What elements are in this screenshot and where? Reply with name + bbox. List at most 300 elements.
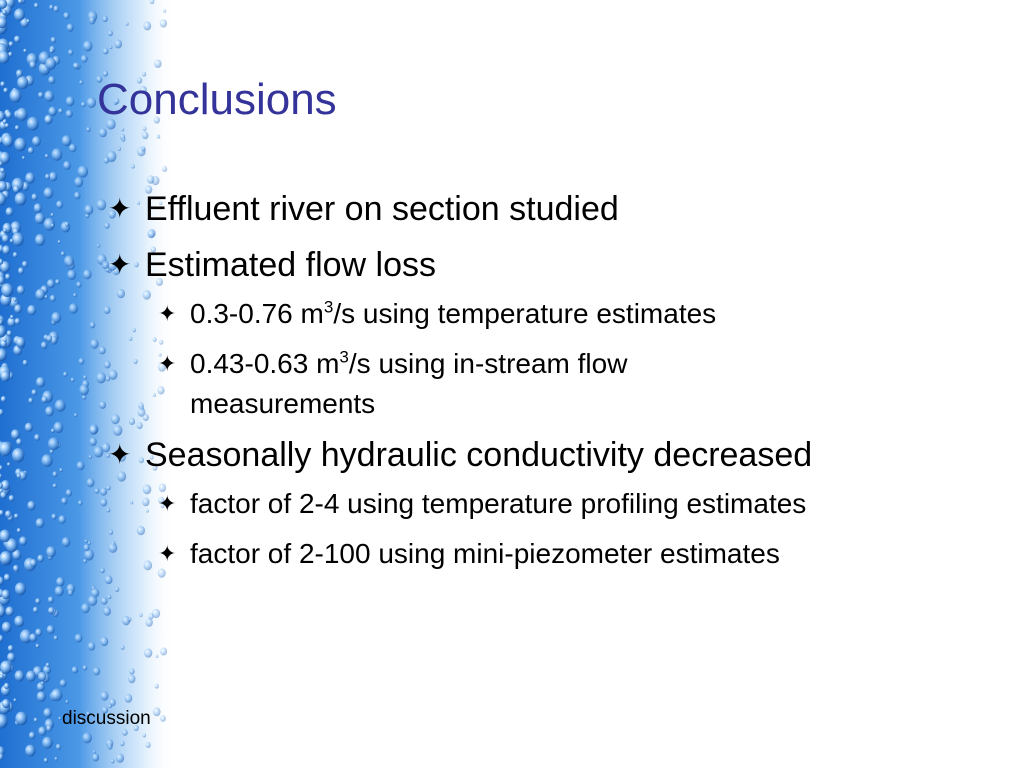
water-drop — [35, 213, 45, 224]
water-drop — [37, 691, 46, 702]
water-drop — [46, 725, 52, 732]
water-drop — [59, 468, 62, 472]
water-drop — [16, 70, 23, 78]
water-drop — [61, 251, 65, 256]
water-drop — [11, 429, 20, 439]
water-drop — [67, 24, 74, 32]
water-drop — [60, 679, 67, 687]
water-drop — [97, 244, 100, 248]
water-drop — [54, 635, 58, 640]
water-drop — [23, 49, 27, 53]
water-drop — [75, 634, 83, 643]
water-drop — [46, 335, 52, 342]
water-drop — [76, 282, 81, 288]
water-drop — [41, 342, 47, 349]
water-drop — [32, 194, 38, 201]
bullet-text-pre: 0.3-0.76 m — [190, 298, 324, 329]
water-drop — [85, 539, 88, 543]
water-drop — [2, 699, 10, 708]
water-drop — [29, 633, 37, 642]
water-drop — [10, 89, 22, 103]
water-drop — [160, 648, 167, 656]
water-drop — [103, 48, 109, 55]
water-drop — [25, 745, 35, 757]
water-drop — [121, 128, 124, 132]
water-drop — [17, 528, 21, 533]
water-drop — [15, 712, 27, 726]
water-drop — [9, 495, 15, 501]
water-drop — [44, 758, 48, 763]
water-drop — [51, 312, 61, 323]
water-drop — [13, 185, 20, 193]
water-drop — [41, 454, 52, 467]
water-drop — [66, 96, 75, 106]
bullet-text-post: /s using temperature estimates — [333, 298, 717, 329]
water-drop — [63, 161, 71, 170]
water-drop — [44, 115, 52, 124]
water-drop — [126, 22, 129, 26]
water-drop — [156, 655, 159, 658]
water-drop — [120, 741, 125, 746]
water-drop — [1, 396, 6, 402]
water-drop — [51, 37, 56, 43]
four-point-star-icon: ✦ — [108, 439, 132, 470]
four-point-star-icon: ✦ — [158, 351, 177, 376]
water-drop — [17, 76, 28, 89]
water-drop — [13, 565, 19, 572]
water-drop — [29, 61, 36, 69]
water-drop — [143, 21, 151, 30]
water-drop — [25, 172, 35, 183]
sub-bullet-temperature-estimates — [158, 294, 988, 334]
water-drop — [2, 245, 10, 254]
water-drop — [88, 642, 95, 651]
water-drop — [59, 515, 66, 524]
sub-bullet-temperature-profiling — [158, 484, 988, 524]
bullet-effluent-river — [108, 188, 988, 230]
water-drop — [66, 700, 69, 704]
superscript: 3 — [339, 347, 349, 367]
water-drop — [154, 59, 162, 68]
water-drop — [89, 437, 96, 446]
water-drop — [83, 270, 92, 280]
water-drop — [7, 462, 10, 466]
water-drop — [74, 192, 80, 199]
water-drop — [14, 514, 19, 519]
water-drop — [67, 270, 76, 280]
water-drop — [88, 595, 97, 606]
water-drop — [5, 510, 11, 517]
water-drop — [44, 91, 54, 102]
water-drop — [13, 252, 18, 258]
water-drop — [102, 16, 107, 22]
water-drop — [65, 222, 69, 227]
water-drop — [18, 267, 24, 274]
water-drop — [3, 135, 14, 147]
water-drop — [63, 372, 67, 377]
water-drop — [77, 461, 85, 470]
water-drop — [129, 668, 135, 674]
bullet-text: Effluent river on section studied — [145, 190, 619, 228]
water-drop — [38, 672, 46, 682]
four-point-star-icon: ✦ — [158, 301, 177, 326]
water-drop — [87, 97, 96, 108]
water-drop — [15, 670, 25, 681]
water-drop — [107, 744, 112, 750]
water-drop — [41, 396, 47, 403]
water-drop — [17, 473, 21, 478]
water-drop — [51, 224, 55, 228]
water-drop — [7, 330, 12, 336]
water-drop — [103, 607, 111, 616]
water-drop — [53, 483, 57, 488]
water-drop — [139, 613, 142, 617]
water-drop — [16, 337, 25, 348]
superscript: 3 — [323, 297, 334, 317]
four-point-star-icon: ✦ — [158, 541, 177, 566]
water-drop — [82, 732, 92, 743]
water-drop — [152, 609, 160, 618]
water-drop — [14, 304, 22, 313]
water-drop — [62, 135, 72, 146]
water-drop — [108, 30, 113, 36]
water-drop — [13, 298, 16, 302]
water-drop — [63, 12, 69, 19]
water-drop — [27, 117, 39, 131]
water-drop — [81, 55, 88, 63]
sub-bullet-in-stream-flow — [158, 344, 770, 424]
water-drop — [146, 618, 153, 627]
water-drop — [53, 471, 58, 477]
water-drop — [10, 315, 14, 319]
water-drop — [51, 689, 62, 702]
water-drop — [38, 726, 46, 735]
water-drop — [45, 154, 49, 158]
water-drop — [46, 546, 56, 557]
water-drop — [66, 110, 73, 118]
water-drop — [9, 41, 14, 47]
water-drop — [56, 744, 61, 750]
water-drop — [69, 144, 76, 152]
water-drop — [83, 559, 87, 563]
water-drop — [88, 541, 91, 545]
water-drop — [42, 737, 53, 749]
water-drop — [79, 358, 85, 365]
water-drop — [28, 398, 33, 404]
water-drop — [29, 732, 35, 739]
water-drop — [111, 759, 115, 763]
water-drop — [48, 596, 54, 603]
water-drop — [86, 127, 90, 132]
water-drop — [99, 346, 106, 354]
water-drop — [22, 261, 28, 268]
water-drop — [50, 49, 54, 54]
water-drop — [72, 666, 78, 673]
water-drop — [68, 49, 73, 55]
water-drop — [5, 123, 9, 128]
water-drop — [107, 151, 117, 162]
water-drop — [68, 590, 73, 596]
water-drop — [157, 134, 161, 138]
water-drop — [144, 648, 152, 657]
water-drop — [89, 455, 92, 459]
water-drop — [14, 8, 25, 21]
water-drop — [143, 734, 147, 738]
water-drop — [25, 423, 33, 432]
water-drop — [14, 138, 26, 152]
water-drop — [128, 675, 135, 684]
water-drop — [160, 19, 167, 27]
water-drop — [49, 5, 53, 10]
water-drop — [61, 497, 67, 504]
water-drop — [4, 683, 9, 689]
water-drop — [93, 667, 100, 675]
water-drop — [55, 757, 58, 761]
water-drop — [74, 177, 83, 187]
water-drop — [55, 279, 60, 284]
water-drop — [38, 92, 43, 98]
water-drop — [82, 395, 86, 400]
water-drop — [101, 691, 109, 700]
water-drop — [8, 645, 14, 652]
water-drop — [2, 234, 9, 242]
water-drop — [23, 360, 28, 366]
water-drop — [90, 322, 96, 328]
water-drop — [35, 234, 45, 246]
water-drop — [19, 536, 27, 545]
water-drop — [44, 187, 54, 198]
water-drop — [73, 293, 77, 297]
water-drop — [3, 228, 7, 232]
water-drop — [30, 559, 37, 567]
water-drop — [153, 707, 161, 716]
water-drop — [118, 147, 121, 151]
water-drop — [66, 489, 72, 496]
bullet-text-post: /s using in-stream flow measurements — [190, 348, 628, 419]
water-drop — [81, 102, 86, 107]
water-drop — [90, 339, 98, 349]
water-drop — [99, 401, 106, 409]
water-drop — [4, 338, 7, 342]
water-drop — [6, 207, 14, 216]
water-drop — [121, 645, 125, 650]
bullet-list — [108, 188, 988, 584]
water-drop — [2, 10, 7, 15]
bullet-text: factor of 2-4 using temperature profiling estimates — [190, 488, 807, 519]
water-drop — [58, 240, 61, 244]
water-drop — [56, 201, 63, 209]
water-drop — [14, 698, 17, 701]
water-drop — [50, 295, 56, 302]
four-point-star-icon: ✦ — [108, 249, 132, 280]
water-drop — [34, 3, 39, 8]
water-drop — [62, 537, 71, 547]
water-drop — [99, 128, 107, 137]
water-drop — [92, 754, 99, 762]
water-drop — [74, 413, 77, 417]
water-drop — [51, 213, 54, 217]
water-drop — [64, 255, 74, 266]
water-drop — [15, 192, 27, 205]
water-drop — [12, 233, 24, 247]
water-drop — [83, 665, 88, 670]
water-drop — [12, 448, 24, 462]
water-drop — [14, 616, 24, 627]
water-drop — [0, 491, 6, 498]
water-drop — [33, 607, 38, 613]
bullet-seasonal-conductivity — [108, 434, 988, 476]
water-drop — [49, 172, 57, 182]
water-drop — [36, 644, 40, 648]
water-drop — [71, 378, 75, 383]
water-drop — [17, 285, 25, 294]
water-drop — [28, 147, 34, 154]
water-drop — [16, 438, 22, 445]
water-drop — [96, 199, 106, 210]
water-drop — [79, 384, 89, 395]
water-drop — [7, 653, 15, 662]
water-drop — [100, 499, 107, 507]
four-point-star-icon: ✦ — [108, 193, 132, 224]
water-drop — [35, 629, 42, 637]
water-drop — [51, 514, 56, 520]
water-drop — [124, 694, 132, 703]
water-drop — [162, 166, 167, 172]
water-drop — [141, 146, 146, 151]
water-drop — [0, 661, 11, 674]
footer-label: discussion — [62, 708, 151, 729]
water-drop — [160, 715, 166, 722]
water-drop — [16, 108, 27, 121]
water-drop — [1, 283, 13, 297]
water-drop — [41, 681, 44, 685]
water-drop — [84, 205, 93, 215]
water-drop — [73, 62, 79, 69]
water-drop — [78, 166, 89, 178]
water-drop — [50, 449, 54, 453]
water-drop — [26, 671, 36, 682]
water-drop — [5, 606, 14, 616]
water-drop — [83, 41, 93, 52]
water-drop — [128, 617, 132, 621]
water-drop — [147, 175, 155, 184]
water-drop — [26, 19, 30, 23]
water-drop — [45, 57, 56, 69]
water-drop — [35, 289, 45, 300]
water-drop — [81, 603, 90, 613]
water-drop — [4, 574, 10, 581]
water-drop — [94, 488, 99, 494]
water-drop — [6, 111, 12, 118]
water-drop — [100, 488, 107, 496]
water-drop — [122, 729, 128, 735]
water-drop — [34, 434, 40, 441]
water-drop — [0, 551, 12, 565]
water-drop — [46, 663, 50, 668]
water-drop — [22, 156, 25, 160]
water-drop — [27, 305, 36, 315]
water-drop — [100, 637, 108, 646]
water-drop — [69, 303, 78, 313]
water-drop — [52, 148, 63, 160]
water-drop — [121, 137, 125, 142]
water-drop — [55, 399, 66, 411]
water-drop — [0, 81, 5, 87]
water-drop — [45, 295, 48, 299]
water-drop — [45, 406, 54, 416]
water-drop — [0, 371, 10, 382]
bullet-text: Estimated flow loss — [145, 246, 436, 284]
water-drop — [87, 478, 95, 487]
water-drop — [142, 132, 149, 140]
water-drop — [47, 279, 55, 288]
water-drop — [5, 274, 10, 280]
slide-title: Conclusions — [97, 75, 337, 124]
water-drop — [116, 753, 124, 763]
water-drop — [27, 501, 35, 510]
water-drop — [0, 168, 5, 173]
water-drop — [109, 46, 112, 50]
water-drop — [48, 607, 54, 614]
water-drop — [58, 717, 61, 720]
water-drop — [45, 174, 50, 180]
water-drop — [48, 107, 56, 117]
water-drop — [32, 136, 41, 146]
sub-bullet-mini-piezometer — [158, 534, 988, 574]
water-drop — [48, 437, 59, 450]
water-drop — [15, 318, 21, 325]
water-drop — [54, 422, 64, 433]
water-drop — [32, 389, 37, 395]
water-drop — [93, 750, 96, 753]
water-drop — [115, 587, 120, 592]
water-drop — [43, 708, 52, 718]
water-drop — [56, 577, 64, 587]
water-drop — [131, 164, 135, 168]
water-drop — [10, 239, 14, 243]
water-drop — [89, 425, 97, 434]
bullet-text-pre: 0.43-0.63 m — [190, 348, 340, 379]
water-drop — [2, 590, 10, 600]
water-drop — [79, 80, 83, 85]
water-drop — [48, 76, 55, 84]
water-drop — [89, 17, 96, 25]
water-drop — [101, 597, 108, 605]
four-point-star-icon: ✦ — [158, 491, 177, 516]
water-drop — [83, 375, 87, 379]
water-drop — [107, 595, 111, 600]
water-drop — [34, 203, 42, 213]
water-drop — [53, 5, 59, 12]
water-drop — [55, 586, 64, 596]
water-drop — [34, 718, 38, 723]
water-drop — [15, 125, 19, 130]
water-drop — [37, 555, 44, 563]
water-drop — [14, 36, 20, 43]
water-drop — [114, 40, 122, 49]
water-drop — [2, 622, 12, 633]
water-drop — [155, 684, 159, 689]
water-drop — [15, 582, 26, 595]
bullet-estimated-flow-loss — [108, 244, 988, 286]
water-drop — [146, 742, 151, 748]
water-drop — [47, 625, 55, 634]
water-drop — [36, 377, 45, 388]
water-drop — [100, 568, 105, 573]
water-drop — [35, 598, 40, 604]
water-drop — [84, 544, 90, 551]
water-drop — [58, 108, 63, 113]
